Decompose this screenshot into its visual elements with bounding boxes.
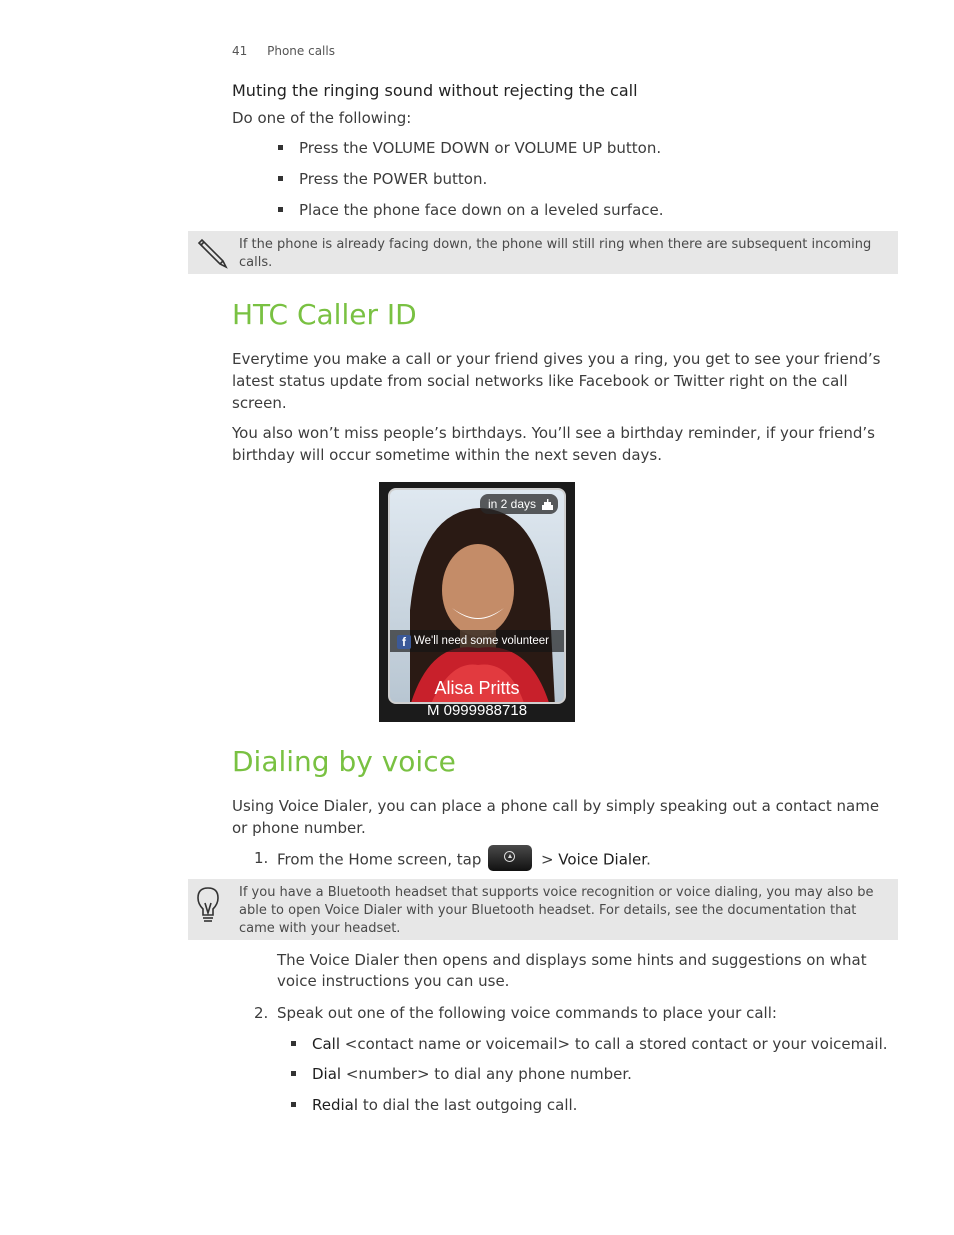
- contact-photo: [388, 488, 566, 704]
- redial-command: Redial: [312, 1096, 359, 1114]
- page-number: 41: [232, 44, 248, 58]
- step-1-number: 1.: [254, 849, 269, 867]
- section-name: Phone calls: [267, 44, 335, 58]
- muting-heading: Muting the ringing sound without rejecting the call: [232, 81, 638, 100]
- tip-box: [188, 879, 898, 940]
- caller-id-para-1: Everytime you make a call or your friend gives you a ring, you get to see your friend’s latest status update from social networks like Facebook or Twitter right on the call screen.: [232, 350, 881, 412]
- step-1: From the Home screen, tap > Voice Dialer.: [277, 847, 651, 873]
- social-status: f We'll need some volunteer: [390, 630, 564, 652]
- call-command: Call: [312, 1035, 341, 1053]
- caller-id-para-2: You also won’t miss people’s birthdays. You’ll see a birthday reminder, if your friend’s birthday will occur sometime within the next seven days.: [232, 424, 875, 464]
- caller-id-screenshot: [379, 482, 575, 722]
- muting-intro: Do one of the following:: [232, 109, 412, 127]
- note-box: [188, 231, 898, 274]
- page-header: [232, 44, 335, 58]
- voice-intro: Using Voice Dialer, you can place a phone call by simply speaking out a contact name or phone number.: [232, 797, 880, 837]
- contact-number: M 0999988718: [426, 702, 528, 719]
- facebook-icon: f: [397, 635, 411, 649]
- step-2: Speak out one of the following voice commands to place your call:: [277, 1004, 777, 1022]
- tip-text: If you have a Bluetooth headset that supports voice recognition or voice dialing, you may also be able to open Voice Dialer with your Bluetooth headset. For details, see the documentation that came with your headset.: [239, 885, 874, 936]
- voice-dialer-label: Voice Dialer: [558, 850, 647, 869]
- pencil-icon: [195, 236, 229, 270]
- lightbulb-icon: [195, 885, 221, 925]
- cake-icon: [541, 498, 554, 511]
- caller-id-heading: HTC Caller ID: [232, 298, 417, 331]
- note-text: If the phone is already facing down, the phone will still ring when there are subsequent incoming calls.: [239, 237, 872, 270]
- contact-name: Alisa Pritts: [434, 678, 520, 698]
- after-tip-text: The Voice Dialer then opens and displays some hints and suggestions on what voice instructions you can use.: [277, 951, 867, 990]
- portrait-image: [390, 490, 566, 704]
- birthday-badge: in 2 days: [480, 494, 558, 514]
- all-apps-button-icon: [488, 845, 532, 871]
- step-2-number: 2.: [254, 1004, 269, 1022]
- dial-command: Dial: [312, 1065, 342, 1083]
- voice-heading: Dialing by voice: [232, 745, 456, 778]
